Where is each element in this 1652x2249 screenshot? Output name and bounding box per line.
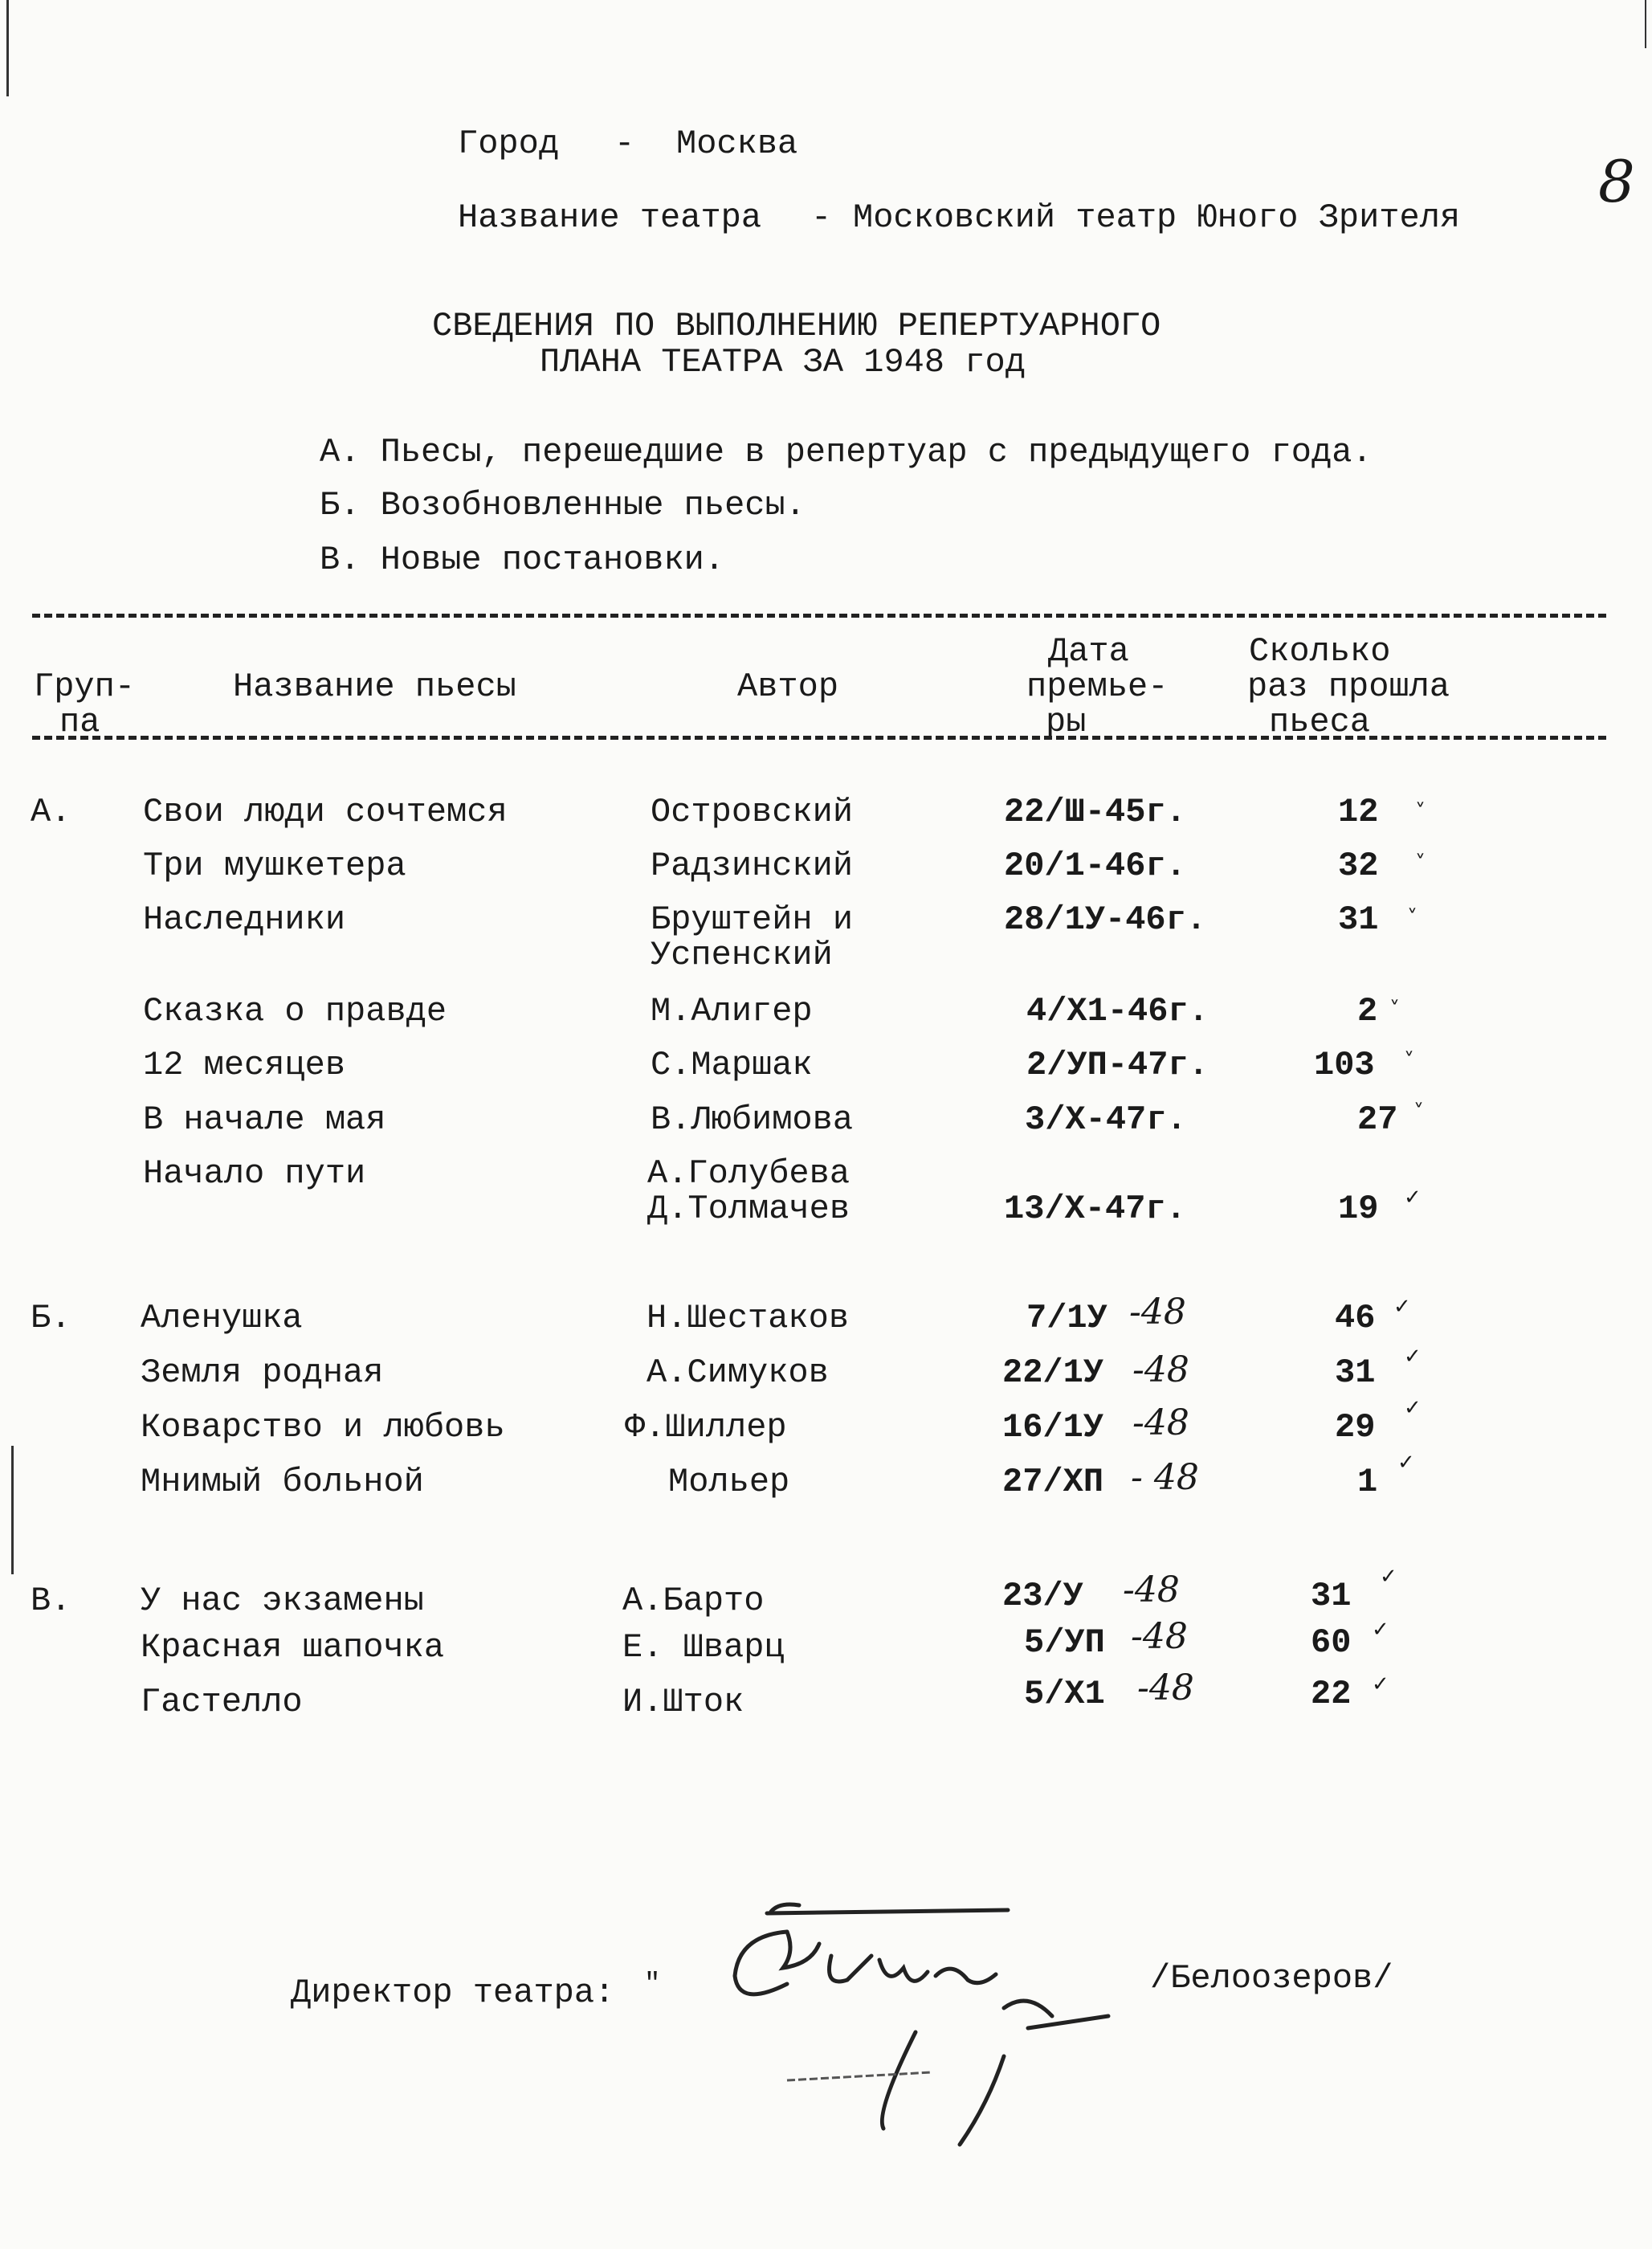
row-date: 3/Х-47г. bbox=[1025, 1100, 1187, 1139]
row-title: В начале мая bbox=[143, 1100, 386, 1139]
row-date: 27/ХП bbox=[1002, 1463, 1104, 1501]
row-author: Е. Шварц bbox=[622, 1628, 785, 1667]
check-mark-icon: ✓ bbox=[1393, 1295, 1411, 1319]
row-date-handwritten: -48 bbox=[1129, 1292, 1186, 1333]
row-author: Ф.Шиллер bbox=[625, 1408, 787, 1447]
row-author: В.Любимова bbox=[651, 1100, 854, 1139]
row-count: 1 bbox=[1357, 1463, 1378, 1501]
director-label: Директор театра: bbox=[291, 1973, 615, 2012]
header-date-1: Дата bbox=[1048, 632, 1129, 671]
header-count-3: пьеса bbox=[1269, 703, 1371, 741]
theatre-separator: - bbox=[811, 198, 832, 237]
row-count: 103 bbox=[1314, 1046, 1375, 1084]
row-title: Мнимый больной bbox=[141, 1463, 424, 1501]
row-title: Наследники bbox=[143, 900, 346, 939]
row-group: В. bbox=[31, 1582, 71, 1620]
document-title-line1: СВЕДЕНИЯ ПО ВЫПОЛНЕНИЮ РЕПЕРТУАРНОГО bbox=[432, 307, 1161, 345]
row-date: 22/Ш-45г. bbox=[1004, 793, 1186, 831]
check-mark-icon: ✓ bbox=[1380, 1565, 1397, 1589]
signature-image bbox=[691, 1888, 1189, 2153]
row-count: 22 bbox=[1311, 1675, 1352, 1713]
check-mark-icon: ✓ bbox=[1372, 1618, 1389, 1642]
check-mark-icon: ˅ bbox=[1407, 906, 1417, 930]
row-date: 4/Х1-46г. bbox=[1026, 992, 1209, 1031]
legend-item-b: Б. Возобновленные пьесы. bbox=[320, 486, 806, 524]
row-date: 5/УП bbox=[1024, 1623, 1105, 1662]
row-title: Начало пути bbox=[143, 1154, 366, 1193]
city-value: Москва bbox=[676, 124, 798, 163]
row-author: А.Симуков bbox=[647, 1353, 829, 1392]
row-group: Б. bbox=[31, 1299, 71, 1337]
row-author: Радзинский bbox=[651, 847, 854, 885]
header-date-2: премье- bbox=[1026, 667, 1169, 706]
row-title: Красная шапочка bbox=[141, 1628, 445, 1667]
row-author: Н.Шестаков bbox=[647, 1299, 850, 1337]
header-group-1: Груп- bbox=[34, 667, 136, 706]
row-author-2: Успенский bbox=[651, 936, 833, 974]
header-date-3: ры bbox=[1046, 703, 1087, 741]
page-number: 8 bbox=[1598, 148, 1635, 215]
check-mark-icon: ˅ bbox=[1415, 800, 1426, 824]
row-date-handwritten: -48 bbox=[1132, 1349, 1189, 1390]
row-group: А. bbox=[31, 793, 71, 831]
row-author: А.Барто bbox=[622, 1582, 765, 1620]
check-mark-icon: ˅ bbox=[1415, 851, 1426, 876]
row-author: М.Алигер bbox=[651, 992, 813, 1031]
document-title-line2: ПЛАНА ТЕАТРА ЗА 1948 год bbox=[540, 343, 1026, 382]
row-author: А.Голубева bbox=[647, 1154, 850, 1193]
row-count: 19 bbox=[1338, 1190, 1379, 1228]
row-title: Коварство и любовь bbox=[141, 1408, 505, 1447]
row-author-2: Д.Толмачев bbox=[647, 1190, 850, 1228]
left-margin-line bbox=[6, 0, 9, 96]
row-title: Сказка о правде bbox=[143, 992, 447, 1031]
check-mark-icon: ✓ bbox=[1372, 1672, 1389, 1696]
row-date-handwritten: -48 bbox=[1123, 1569, 1180, 1610]
director-name: /Белоозеров/ bbox=[1150, 1959, 1393, 1998]
row-count: 46 bbox=[1335, 1299, 1376, 1337]
row-count: 2 bbox=[1357, 992, 1378, 1031]
row-date: 7/1У bbox=[1026, 1299, 1107, 1337]
header-count-1: Сколько bbox=[1249, 632, 1391, 671]
row-date: 13/Х-47г. bbox=[1004, 1190, 1186, 1228]
row-date: 23/У bbox=[1002, 1577, 1083, 1615]
row-title: Свои люди сочтемся bbox=[143, 793, 508, 831]
row-author: Островский bbox=[651, 793, 854, 831]
header-author: Автор bbox=[737, 667, 839, 706]
check-mark-icon: ˅ bbox=[1389, 998, 1400, 1022]
row-title: У нас экзамены bbox=[141, 1582, 424, 1620]
header-title: Название пьесы bbox=[233, 667, 516, 706]
row-date-handwritten: - 48 bbox=[1131, 1457, 1199, 1498]
legend-item-v: В. Новые постановки. bbox=[320, 541, 725, 579]
row-date-handwritten: -48 bbox=[1137, 1667, 1194, 1708]
row-title: Гастелло bbox=[141, 1683, 303, 1721]
check-mark-icon: ˅ bbox=[1413, 1100, 1424, 1124]
check-mark-icon: ✓ bbox=[1397, 1451, 1415, 1475]
table-header-rule bbox=[32, 736, 1606, 740]
left-margin-line-lower bbox=[11, 1446, 14, 1574]
table-top-rule bbox=[32, 614, 1606, 618]
row-title: Аленушка bbox=[141, 1299, 303, 1337]
check-mark-icon: ✓ bbox=[1404, 1396, 1422, 1420]
row-count: 29 bbox=[1335, 1408, 1376, 1447]
row-date: 22/1У bbox=[1002, 1353, 1104, 1392]
header-count-2: раз прошла bbox=[1247, 667, 1450, 706]
legend-item-a: А. Пьесы, перешедшие в репертуар с предыдущего года. bbox=[320, 433, 1373, 471]
header-group-2: па bbox=[59, 703, 100, 741]
row-author: Мольер bbox=[668, 1463, 790, 1501]
row-count: 12 bbox=[1338, 793, 1379, 831]
row-author: С.Маршак bbox=[651, 1046, 813, 1084]
row-count: 60 bbox=[1311, 1623, 1352, 1662]
row-date: 16/1У bbox=[1002, 1408, 1104, 1447]
row-title: Земля родная bbox=[141, 1353, 384, 1392]
right-margin-line bbox=[1645, 0, 1646, 48]
director-mark: " bbox=[644, 1969, 661, 2000]
check-mark-icon: ˅ bbox=[1404, 1049, 1414, 1073]
row-author: И.Шток bbox=[622, 1683, 744, 1721]
row-title: 12 месяцев bbox=[143, 1046, 346, 1084]
row-count: 31 bbox=[1335, 1353, 1376, 1392]
theatre-value: Московский театр Юного Зрителя bbox=[853, 198, 1461, 237]
row-date-handwritten: -48 bbox=[1132, 1402, 1189, 1443]
city-label: Город bbox=[458, 124, 560, 163]
check-mark-icon: ✓ bbox=[1404, 1186, 1422, 1210]
row-count: 31 bbox=[1311, 1577, 1352, 1615]
row-date-handwritten: -48 bbox=[1131, 1616, 1188, 1657]
row-date: 2/УП-47г. bbox=[1026, 1046, 1209, 1084]
row-author: Бруштейн и bbox=[651, 900, 854, 939]
row-date: 5/Х1 bbox=[1024, 1675, 1105, 1713]
city-separator: - bbox=[614, 124, 635, 163]
row-date: 28/1У-46г. bbox=[1004, 900, 1207, 939]
row-count: 32 bbox=[1338, 847, 1379, 885]
theatre-label: Название театра bbox=[458, 198, 762, 237]
row-date: 20/1-46г. bbox=[1004, 847, 1186, 885]
row-title: Три мушкетера bbox=[143, 847, 406, 885]
row-count: 27 bbox=[1357, 1100, 1398, 1139]
row-count: 31 bbox=[1338, 900, 1379, 939]
check-mark-icon: ✓ bbox=[1404, 1345, 1422, 1369]
